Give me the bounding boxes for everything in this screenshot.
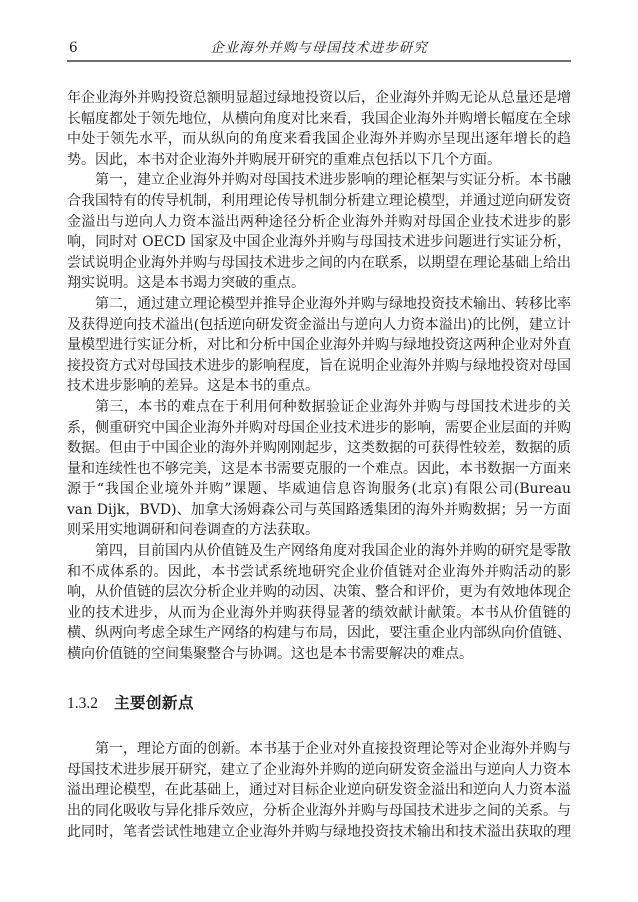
paragraph: 第二，通过建立理论模型并推导企业海外并购与绿地投资技术输出、转移比率及获得逆向技术溢出(包括逆向研发资金溢出与逆向人力资本溢出)的比例，建立计量模型进行实证分析，对比和分析中国企业海外并购与绿地投资这两种企业对外直接投资方式对母国技术进步的影响程度，旨在说明企业海外并购与绿地投资对母国技术进步影响的差异。这是本书的重点。 [67, 295, 571, 395]
body-text [67, 88, 571, 842]
paragraph: 第三，本书的难点在于利用何种数据验证企业海外并购与母国技术进步的关系，侧重研究中国企业海外并购对母国企业技术进步的影响，需要企业层面的并购数据。但由于中国企业的海外并购刚刚起步，这类数据的可获得性较差，数据的质量和连续性也不够完美，这是本书需要克服的一个难点。因此，本书数据一方面来源于“我国企业境外并购”课题、毕威迪信息咨询服务(北京)有限公司(Bureau van Dijk，BVD)、加拿大汤姆森公司与英国路透集团的海外并购数据；另一方面则采用实地调研和问卷调查的方法获取。 [67, 398, 571, 539]
text-column [67, 36, 571, 842]
running-title: 企业海外并购与母国技术进步研究 [210, 40, 428, 56]
section-heading [67, 694, 571, 715]
page-number: 6 [69, 40, 78, 56]
paragraph: 第一，理论方面的创新。本书基于企业对外直接投资理论等对企业海外并购与母国技术进步展开研究，建立了企业海外并购的逆向研发资金溢出与逆向人力资本溢出理论模型，在此基础上，通过对目标企业逆向研发资金溢出和逆向人力资本溢出的同化吸收与异化排斥效应，分析企业海外并购与母国技术进步之间的关系。与此同时，笔者尝试性地建立企业海外并购与绿地投资技术输出和技术溢出获取的理 [67, 741, 571, 840]
paragraph: 第四，目前国内从价值链及生产网络角度对我国企业的海外并购的研究是零散和不成体系的。因此，本书尝试系统地研究企业价值链对企业海外并购活动的影响，从价值链的层次分析企业并购的动因、决策、整合和评价，更为有效地体现企业的技术进步，从而为企业海外并购获得显著的绩效献计献策。本书从价值链的横、纵两向考虑全球生产网络的构建与布局，因此，要注重企业内部纵向价值链、横向价值链的空间集聚整合与协调。这也是本书需要解决的难点。 [67, 543, 571, 663]
section-title: 主要创新点 [114, 694, 195, 712]
section-number: 1.3.2 [67, 694, 98, 712]
paragraph: 第一，建立企业海外并购对母国技术进步影响的理论框架与实证分析。本书融合我国特有的传导机制，利用理论传导机制分析建立理论模型，并通过逆向研发资金溢出与逆向人力资本溢出两种途径分析企业海外并购对母国企业技术进步的影响，同时对 OECD 国家及中国企业海外并购与母国技术进步问题进行实证分析，尝试说明企业海外并购与母国技术进步之间的内在联系，以期望在理论基础上给出翔实说明。这是本书竭力突破的重点。 [67, 172, 571, 292]
paragraph-continuation: 年企业海外并购投资总额明显超过绿地投资以后，企业海外并购无论从总量还是增长幅度都处于领先地位，从横向角度对比来看，我国企业海外并购增长幅度在全球中处于领先水平，而从纵向的角度来看我国企业海外并购亦呈现出逐年增长的趋势。因此，本书对企业海外并购展开研究的重难点包括以下几个方面。 [67, 90, 571, 168]
running-header [67, 36, 571, 62]
